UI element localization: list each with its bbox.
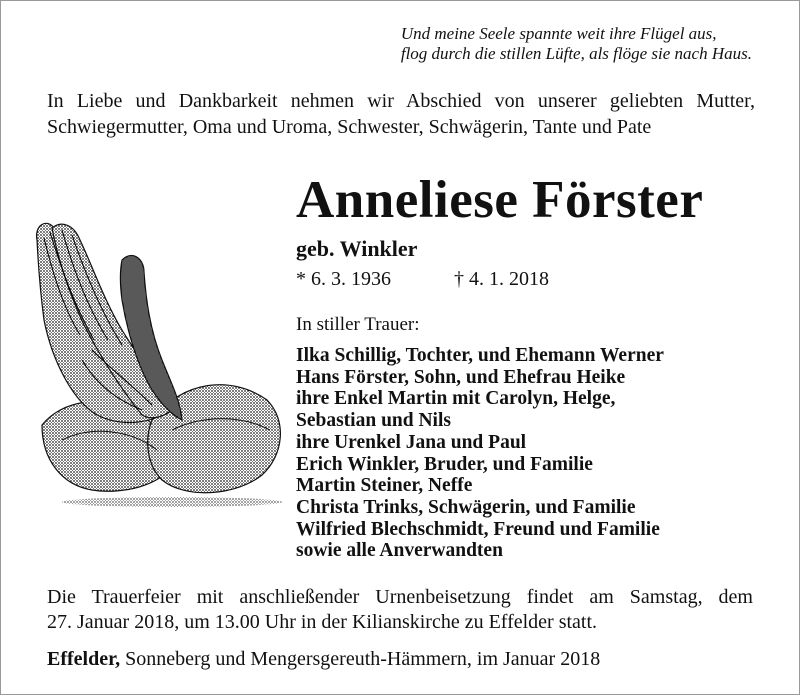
mourner-line: ihre Urenkel Jana und Paul xyxy=(296,431,527,453)
mourner-line: Christa Trinks, Schwägerin, und Familie xyxy=(296,496,636,518)
birth-date: * 6. 3. 1936 xyxy=(296,268,391,290)
mourners-list xyxy=(296,345,664,562)
mourner-line: Ilka Schillig, Tochter, und Ehemann Werner xyxy=(296,345,664,366)
mourner-line: ihre Enkel Martin mit Carolyn, Helge, xyxy=(296,388,616,410)
mourner-line: Hans Förster, Sohn, und Ehefrau Heike xyxy=(296,366,626,388)
mourning-label: In stiller Trauer: xyxy=(296,314,420,335)
mourner-line: Sebastian und Nils xyxy=(296,410,451,432)
mourner-line: sowie alle Anverwandten xyxy=(296,540,503,562)
poem-line-2: flog durch die stillen Lüfte, als flöge sie nach Haus. xyxy=(400,44,752,63)
closing-line xyxy=(47,648,600,671)
poem-quote xyxy=(401,24,752,64)
mourner-line: Wilfried Blechschmidt, Freund und Familie xyxy=(296,518,660,540)
intro-line-1: In Liebe und Dankbarkeit nehmen wir Abschied von unserer geliebten Mutter, xyxy=(47,90,755,112)
intro-line-2: Schwiegermutter, Oma und Uroma, Schwester, Schwägerin, Tante und Pate xyxy=(47,116,652,138)
intro-text xyxy=(47,88,755,140)
life-dates xyxy=(296,268,549,291)
closing-place: Effelder, xyxy=(47,648,121,670)
maiden-name: geb. Winkler xyxy=(296,236,418,261)
praying-hands-icon xyxy=(22,210,292,510)
closing-rest: Sonneberg und Mengersgereuth-Hämmern, im Januar 2018 xyxy=(120,648,601,670)
death-date: † 4. 1. 2018 xyxy=(454,268,549,290)
service-line-1: Die Trauerfeier mit anschließender Urnenbeisetzung findet am Samstag, dem xyxy=(47,586,753,608)
mourner-line: Erich Winkler, Bruder, und Familie xyxy=(296,453,593,475)
service-line-2: 27. Januar 2018, um 13.00 Uhr in der Kilianskirche zu Effelder statt. xyxy=(47,611,598,633)
deceased-name: Anneliese Förster xyxy=(296,171,704,229)
poem-line-1: Und meine Seele spannte weit ihre Flügel aus, xyxy=(400,24,717,43)
mourner-line: Martin Steiner, Neffe xyxy=(296,475,473,497)
service-text xyxy=(47,585,753,635)
